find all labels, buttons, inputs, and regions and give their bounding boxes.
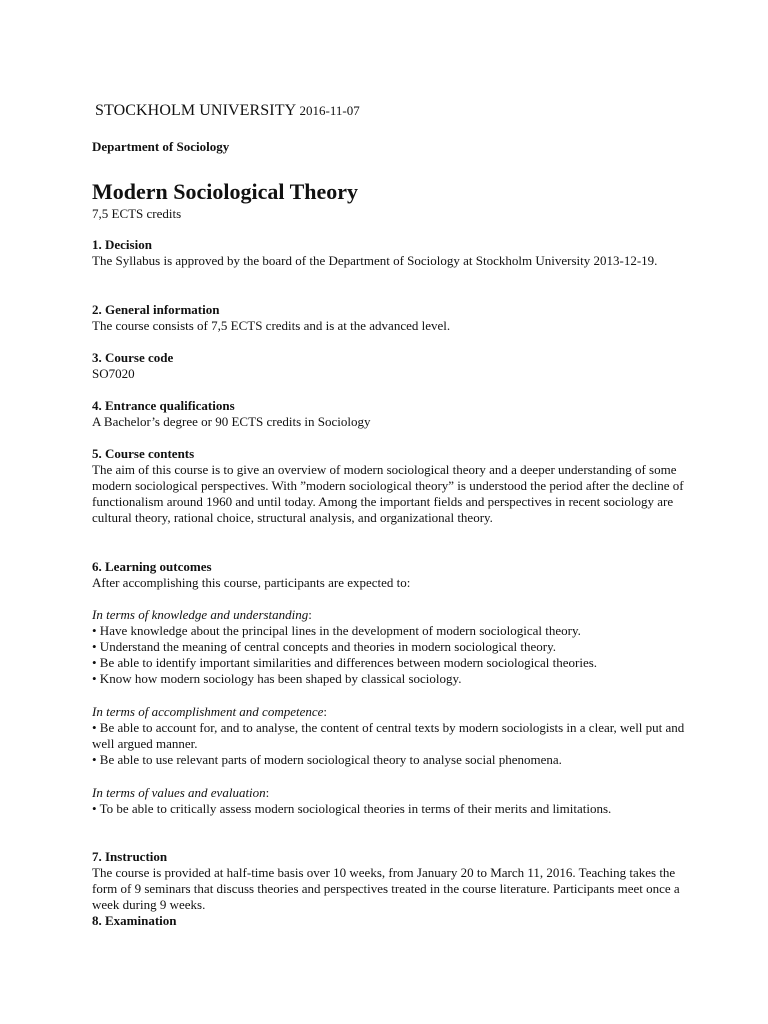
accomplishment-list <box>92 720 692 768</box>
accomplishment-label: In terms of accomplishment and competence <box>92 704 324 719</box>
section-heading: 2. General information <box>92 302 220 317</box>
list-item: • Be able to identify important similarities and differences between modern sociological theories. <box>92 655 598 670</box>
course-credits: 7,5 ECTS credits <box>92 206 182 221</box>
list-item: • Understand the meaning of central concepts and theories in modern sociological theory. <box>92 639 556 654</box>
section-body: The aim of this course is to give an overview of modern sociological theory and a deeper understanding of some modern sociological perspectives. With ”modern sociological theory” is understood the period after the decline of functionalism around 1960 and until today. Among the important fields and perspectives in recent sociology are cultural theory, rational choice, structural analysis, and organizational theory. <box>92 462 684 525</box>
university-name: STOCKHOLM UNIVERSITY <box>95 102 297 119</box>
section-body: The course is provided at half-time basis over 10 weeks, from January 20 to March 11, 2016. Teaching takes the form of 9 seminars that discuss theories and perspectives treated in the course literature. Participants meet once a week during 9 weeks. <box>92 865 680 912</box>
knowledge-list <box>92 623 692 687</box>
list-item: • To be able to critically assess modern sociological theories in terms of their merits and limitations. <box>92 801 612 816</box>
section-intro: After accomplishing this course, participants are expected to: <box>92 575 411 590</box>
section-body: The Syllabus is approved by the board of the Department of Sociology at Stockholm University 2013-12-19. <box>92 253 658 268</box>
section-course-code <box>92 350 692 382</box>
section-heading: 6. Learning outcomes <box>92 559 212 574</box>
section-instruction <box>92 849 692 913</box>
section-learning-outcomes <box>92 559 692 591</box>
knowledge-block: In terms of knowledge and understanding: • Have knowledge about the principal lines in the development of modern sociological theory. • Understand the meaning of central concepts and theories in modern sociological theory. • Be able to identify important similarities and differences between modern sociological theories. • Know how modern sociology has been shaped by classical sociology. <box>92 607 692 687</box>
section-decision <box>92 237 692 269</box>
section-general-information <box>92 302 692 334</box>
section-entrance-qualifications <box>92 398 692 430</box>
section-examination <box>92 913 692 929</box>
values-block: In terms of values and evaluation: • To be able to critically assess modern sociological theories in terms of their merits and limitations. <box>92 785 692 817</box>
section-body: The course consists of 7,5 ECTS credits and is at the advanced level. <box>92 318 451 333</box>
course-title: Modern Sociological Theory <box>92 179 359 204</box>
document-header <box>95 103 360 119</box>
section-heading: 7. Instruction <box>92 849 168 864</box>
list-item: • Be able to account for, and to analyse, the content of central texts by modern sociologists in a clear, well put and well argued manner. <box>92 720 685 751</box>
section-body: SO7020 <box>92 366 135 381</box>
section-heading: 1. Decision <box>92 237 152 252</box>
section-heading: 5. Course contents <box>92 446 195 461</box>
document-date: 2016-11-07 <box>299 103 360 118</box>
section-heading: 3. Course code <box>92 350 174 365</box>
department-name: Department of Sociology <box>92 139 230 154</box>
values-label: In terms of values and evaluation <box>92 785 266 800</box>
knowledge-label: In terms of knowledge and understanding <box>92 607 309 622</box>
list-item: • Have knowledge about the principal lines in the development of modern sociological theory. <box>92 623 581 638</box>
list-item: • Be able to use relevant parts of modern sociological theory to analyse social phenomena. <box>92 752 562 767</box>
list-item: • Know how modern sociology has been shaped by classical sociology. <box>92 671 462 686</box>
section-heading: 4. Entrance qualifications <box>92 398 235 413</box>
section-body: A Bachelor’s degree or 90 ECTS credits in Sociology <box>92 414 371 429</box>
values-list <box>92 801 692 817</box>
section-course-contents <box>92 446 692 526</box>
accomplishment-block: In terms of accomplishment and competence: • Be able to account for, and to analyse, the content of central texts by modern sociologists in a clear, well put and well argued manner. • Be able to use relevant parts of modern sociological theory to analyse social phenomena. <box>92 704 692 768</box>
section-heading: 8. Examination <box>92 913 177 928</box>
